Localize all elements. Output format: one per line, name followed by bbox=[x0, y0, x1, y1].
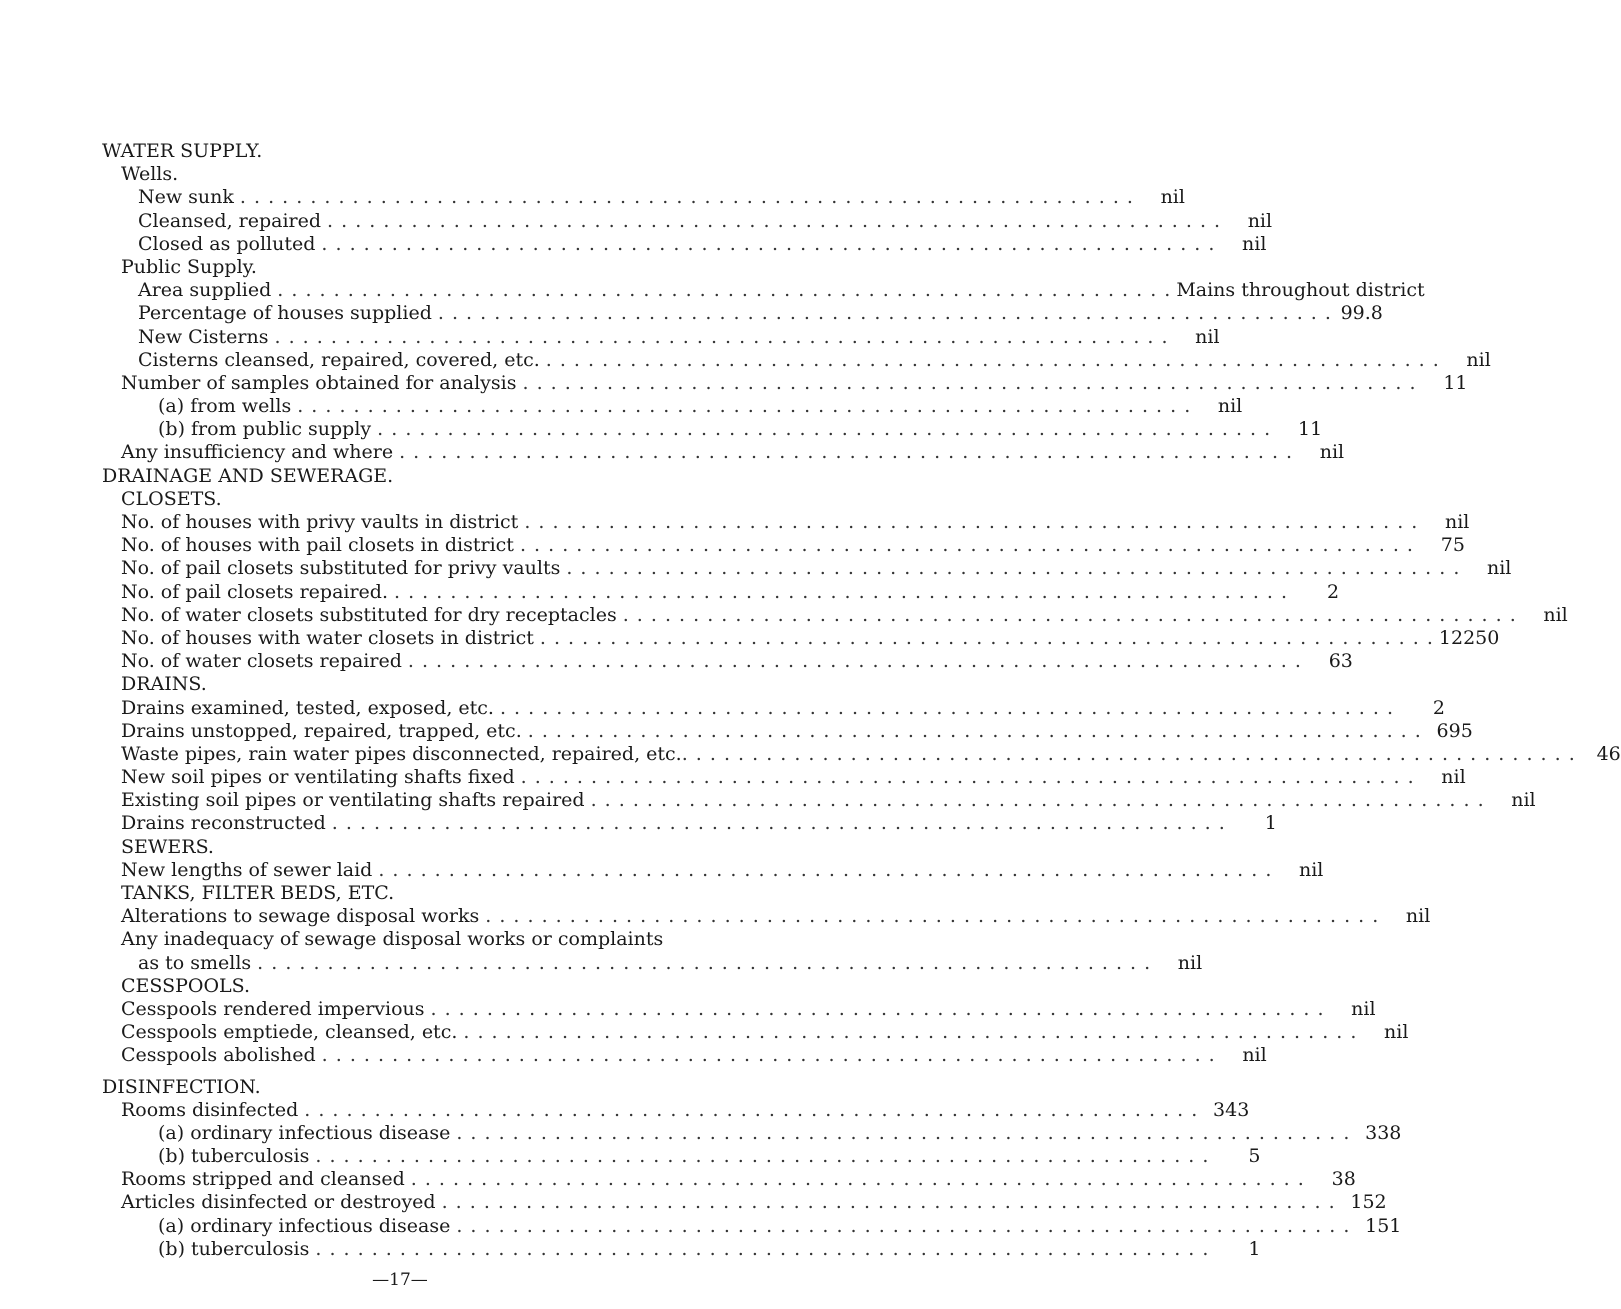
subheading-drains: DRAINS. bbox=[121, 673, 207, 696]
list-item: No. of pail closets repaired. . . . 2 bbox=[102, 581, 662, 604]
list-item: New sunk . . . nil bbox=[102, 186, 662, 209]
list-item: (b) tuberculosis . . . 1 bbox=[102, 1238, 662, 1261]
report-page bbox=[102, 140, 1621, 1261]
page-number: —17— bbox=[372, 1270, 428, 1290]
list-item: Percentage of houses supplied . . . 99.8 bbox=[102, 302, 662, 325]
area-supplied-row: Area supplied . . . Mains throughout district bbox=[102, 279, 662, 302]
inadequacy-line: Any inadequacy of sewage disposal works or complaints bbox=[121, 928, 664, 951]
subheading-wells: Wells. bbox=[121, 163, 179, 186]
list-item: Existing soil pipes or ventilating shafts repaired . . . nil bbox=[102, 789, 662, 812]
list-item: Rooms disinfected . . . 343 bbox=[102, 1099, 662, 1122]
list-item: (a) ordinary infectious disease . . . 338 bbox=[102, 1122, 662, 1145]
samples-row: Number of samples obtained for analysis . . . 11 bbox=[102, 372, 662, 395]
drains-list bbox=[102, 696, 1621, 836]
list-item: Cleansed, repaired . . . nil bbox=[102, 210, 662, 233]
subheading-tanks: TANKS, FILTER BEDS, ETC. bbox=[121, 882, 395, 904]
list-item: New lengths of sewer laid . . . nil bbox=[102, 859, 662, 882]
list-item: Drains reconstructed . . . 1 bbox=[102, 812, 662, 835]
list-item: Drains unstopped, repaired, trapped, etc. . . . 695 bbox=[102, 720, 662, 743]
list-item: (b) tuberculosis . . . 5 bbox=[102, 1145, 662, 1168]
list-item: No. of houses with water closets in district . . . 12250 bbox=[102, 627, 662, 650]
list-item: Articles disinfected or destroyed . . . 152 bbox=[102, 1191, 662, 1214]
list-item: Cesspools emptiede, cleansed, etc. . . . nil bbox=[102, 1021, 662, 1044]
list-item: No. of houses with pail closets in district . . . 75 bbox=[102, 534, 662, 557]
list-item: Alterations to sewage disposal works . . . nil bbox=[102, 905, 662, 928]
section-title-water-supply: WATER SUPPLY. bbox=[102, 140, 263, 162]
list-item: Closed as polluted . . . nil bbox=[102, 233, 662, 256]
wells-list bbox=[102, 186, 1273, 256]
public-supply-list bbox=[102, 302, 1491, 372]
section-title-drainage: DRAINAGE AND SEWERAGE. bbox=[102, 464, 394, 487]
list-item: (a) from wells . . . nil bbox=[102, 395, 662, 418]
list-item: Rooms stripped and cleansed . . . 38 bbox=[102, 1168, 662, 1191]
list-item: as to smells . . . nil bbox=[102, 952, 662, 975]
subheading-closets: CLOSETS. bbox=[121, 487, 222, 510]
list-item: New Cisterns . . . nil bbox=[102, 326, 662, 349]
closets-list bbox=[102, 511, 1568, 673]
insufficiency-row: Any insufficiency and where . . . nil bbox=[102, 441, 662, 464]
section-title-disinfection: DISINFECTION. bbox=[102, 1075, 261, 1098]
subheading-cesspools: CESSPOOLS. bbox=[121, 974, 251, 997]
list-item: Cesspools abolished . . . nil bbox=[102, 1044, 662, 1067]
list-item: No. of pail closets substituted for privy vaults . . . nil bbox=[102, 557, 662, 580]
list-item: No. of water closets repaired . . . 63 bbox=[102, 650, 662, 673]
list-item: Drains examined, tested, exposed, etc. . . . 2 bbox=[102, 697, 662, 720]
list-item: Cisterns cleansed, repaired, covered, etc. . . . nil bbox=[102, 349, 662, 372]
list-item: Cesspools rendered impervious . . . nil bbox=[102, 998, 662, 1021]
list-item: No. of houses with privy vaults in district . . . nil bbox=[102, 511, 662, 534]
list-item: Waste pipes, rain water pipes disconnected, repaired, etc. . . . 46 bbox=[102, 743, 662, 766]
list-item: (b) from public supply . . . 11 bbox=[102, 418, 662, 441]
subheading-sewers: SEWERS. bbox=[121, 835, 214, 858]
list-item: No. of water closets substituted for dry receptacles . . . nil bbox=[102, 604, 662, 627]
cesspools-list bbox=[102, 997, 1409, 1068]
list-item: (a) ordinary infectious disease . . . 151 bbox=[102, 1215, 662, 1238]
subheading-public-supply: Public Supply. bbox=[121, 255, 257, 278]
list-item: New soil pipes or ventilating shafts fixed . . . nil bbox=[102, 766, 662, 789]
